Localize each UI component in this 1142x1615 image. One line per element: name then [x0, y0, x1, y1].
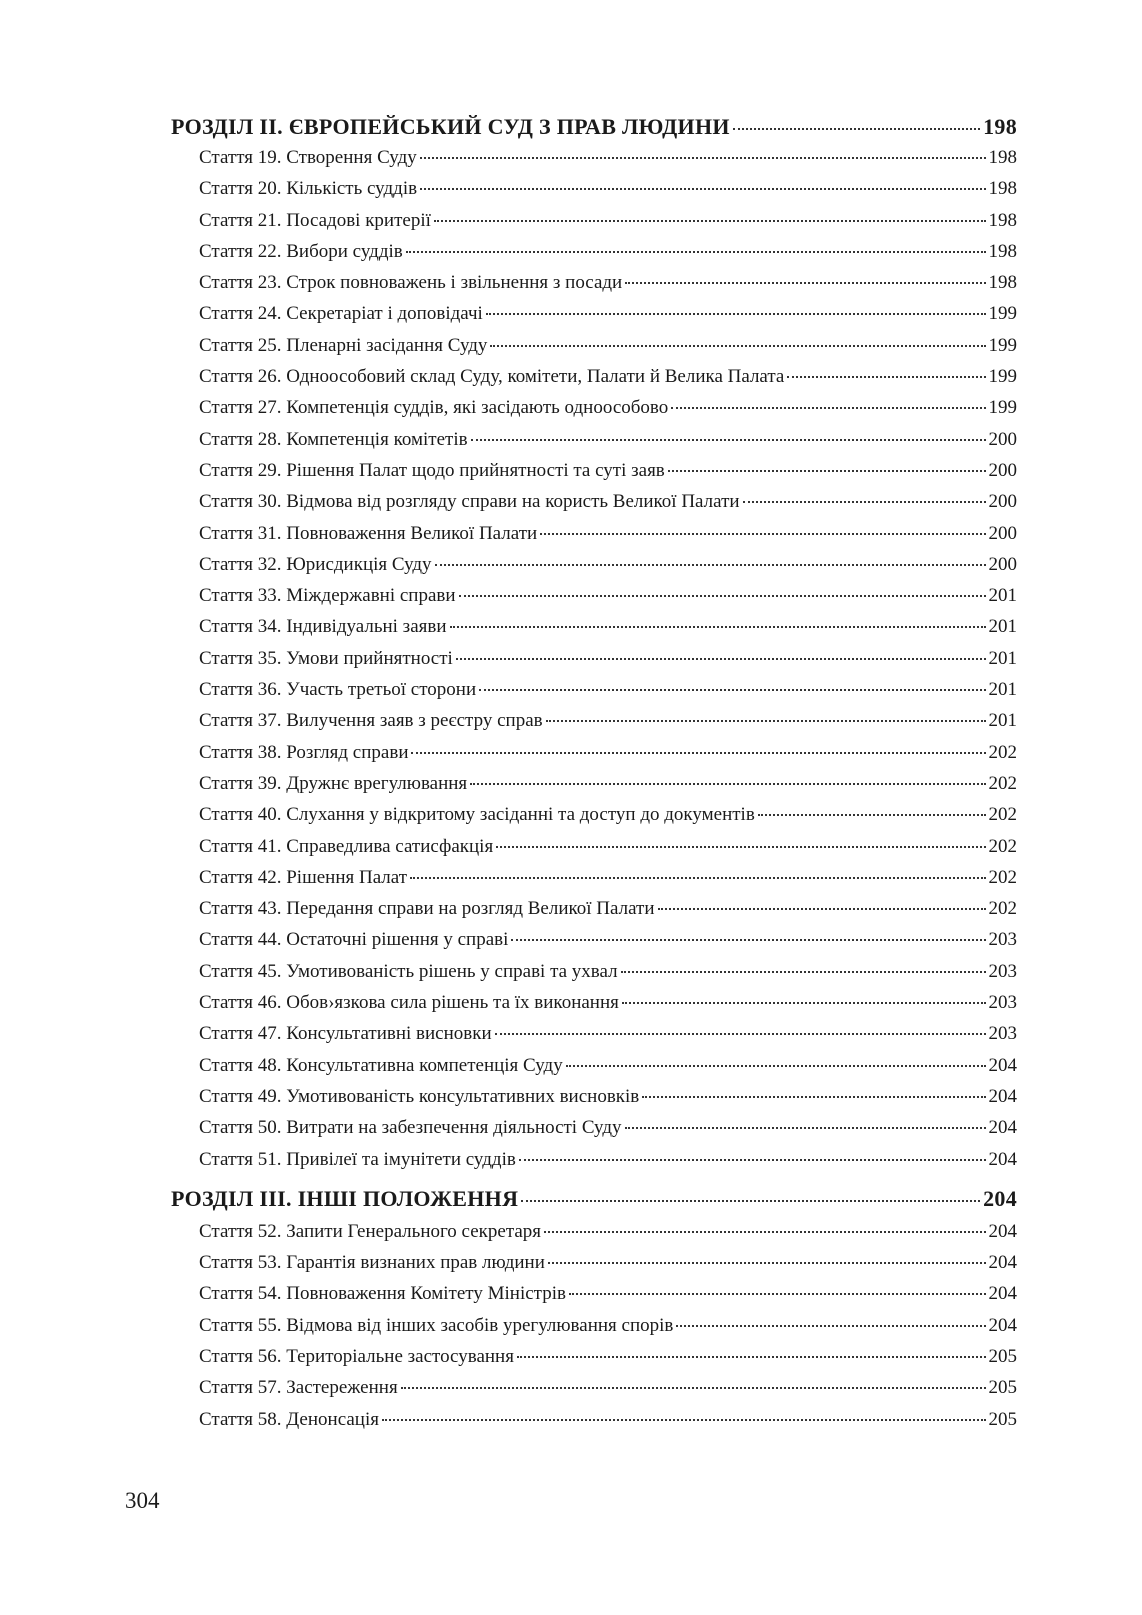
toc-article-entry[interactable]: [171, 460, 1017, 491]
dot-leader: [406, 251, 986, 253]
toc-article-entry[interactable]: [171, 491, 1017, 522]
article-title: Стаття 56. Територіальне застосування: [199, 1345, 514, 1367]
article-title: Стаття 19. Створення Суду: [199, 147, 417, 168]
article-title: Стаття 46. Обов›язкова сила рішень та їх виконання: [199, 992, 619, 1014]
dot-leader: [566, 1065, 986, 1067]
article-page: 204: [988, 1252, 1017, 1274]
article-title: Стаття 20. Кількість суддів: [199, 178, 418, 200]
article-page: 198: [988, 272, 1017, 294]
article-title: Стаття 57. Застереження: [199, 1377, 398, 1399]
article-page: 203: [988, 960, 1017, 982]
toc-article-entry[interactable]: [171, 1055, 1017, 1086]
article-page: 204: [988, 1283, 1017, 1305]
dot-leader: [496, 846, 985, 848]
dot-leader: [521, 1200, 980, 1202]
dot-leader: [434, 220, 986, 222]
dot-leader: [676, 1325, 985, 1327]
article-page: 201: [988, 679, 1017, 701]
toc-article-entry[interactable]: [171, 648, 1017, 679]
dot-leader: [486, 313, 986, 315]
toc-article-entry[interactable]: [171, 710, 1017, 741]
dot-leader: [622, 1002, 986, 1004]
toc-section-heading[interactable]: [171, 114, 1017, 147]
article-title: Стаття 28. Компетенція комітетів: [199, 428, 468, 450]
article-title: Стаття 47. Консультативні висновки: [199, 1023, 492, 1045]
page-number: 304: [125, 1488, 160, 1513]
article-title: Стаття 43. Передання справи на розгляд Великої Палати: [199, 898, 655, 920]
article-title: Стаття 50. Витрати на забезпечення діяльності Суду: [199, 1117, 622, 1139]
article-title: Стаття 37. Вилучення заяв з реєстру справ: [199, 710, 543, 732]
dot-leader: [671, 407, 985, 409]
article-title: Стаття 21. Посадові критерії: [199, 209, 431, 231]
toc-article-entry[interactable]: [171, 147, 1017, 178]
toc-article-entry[interactable]: [171, 554, 1017, 585]
toc-article-entry[interactable]: [171, 1086, 1017, 1117]
toc-article-entry[interactable]: [171, 335, 1017, 366]
dot-leader: [668, 470, 986, 472]
section-title: РОЗДІЛ ІІІ. ІНШІ ПОЛОЖЕННЯ: [171, 1185, 519, 1211]
toc-article-entry[interactable]: [171, 1409, 1017, 1440]
dot-leader: [625, 1127, 986, 1129]
article-title: Стаття 22. Вибори суддів: [199, 240, 403, 262]
dot-leader: [544, 1231, 985, 1233]
article-page: 200: [988, 491, 1017, 513]
toc-article-entry[interactable]: [171, 1346, 1017, 1377]
toc-article-entry[interactable]: [171, 429, 1017, 460]
toc-article-entry[interactable]: [171, 1149, 1017, 1180]
dot-leader: [471, 439, 986, 441]
article-page: 202: [988, 741, 1017, 763]
dot-leader: [733, 128, 980, 130]
article-page: 200: [988, 428, 1017, 450]
toc-article-entry[interactable]: [171, 178, 1017, 209]
article-page: 203: [988, 1023, 1017, 1045]
article-page: 198: [988, 240, 1017, 262]
dot-leader: [456, 658, 986, 660]
dot-leader: [420, 157, 986, 159]
toc-article-entry[interactable]: [171, 961, 1017, 992]
article-page: 204: [988, 1085, 1017, 1107]
article-title: Стаття 23. Строк повноважень і звільнення з посади: [199, 272, 623, 294]
article-title: Стаття 48. Консультативна компетенція Суду: [199, 1054, 563, 1076]
article-page: 202: [988, 804, 1017, 826]
article-title: Стаття 51. Привілеї та імунітети суддів: [199, 1148, 516, 1170]
dot-leader: [621, 971, 986, 973]
article-title: Стаття 55. Відмова від інших засобів урегулювання спорів: [199, 1314, 674, 1336]
article-page: 204: [988, 1220, 1017, 1242]
dot-leader: [569, 1293, 986, 1295]
toc-article-entry[interactable]: [171, 867, 1017, 898]
toc-article-entry[interactable]: [171, 1117, 1017, 1148]
article-page: 204: [988, 1314, 1017, 1336]
article-title: Стаття 33. Міждержавні справи: [199, 585, 456, 607]
article-page: 200: [988, 459, 1017, 481]
article-page: 202: [988, 898, 1017, 920]
toc-article-entry[interactable]: [171, 1377, 1017, 1408]
dot-leader: [519, 1159, 986, 1161]
table-of-contents: [171, 114, 1017, 1440]
article-title: Стаття 52. Запити Генерального секретаря: [199, 1220, 542, 1242]
article-title: Стаття 24. Секретаріат і доповідачі: [199, 303, 483, 325]
article-title: Стаття 54. Повноваження Комітету Міністрів: [199, 1283, 566, 1305]
toc-article-entry[interactable]: [171, 616, 1017, 647]
dot-leader: [411, 752, 985, 754]
article-page: 198: [988, 147, 1017, 168]
dot-leader: [548, 1262, 986, 1264]
article-page: 205: [988, 1345, 1017, 1367]
toc-article-entry[interactable]: [171, 1315, 1017, 1346]
article-title: Стаття 26. Одноособовий склад Суду, комітети, Палати й Велика Палата: [199, 366, 785, 388]
toc-article-entry[interactable]: [171, 210, 1017, 241]
article-title: Стаття 38. Розгляд справи: [199, 741, 409, 763]
article-page: 202: [988, 835, 1017, 857]
toc-article-entry[interactable]: [171, 836, 1017, 867]
toc-article-entry[interactable]: [171, 523, 1017, 554]
toc-article-entry[interactable]: [171, 1221, 1017, 1252]
article-page: 199: [988, 366, 1017, 388]
article-title: Стаття 44. Остаточні рішення у справі: [199, 929, 509, 951]
article-page: 198: [988, 209, 1017, 231]
dot-leader: [450, 626, 986, 628]
article-title: Стаття 45. Умотивованість рішень у справі та ухвал: [199, 960, 618, 982]
dot-leader: [658, 908, 986, 910]
article-title: Стаття 41. Справедлива сатисфакція: [199, 835, 494, 857]
dot-leader: [435, 564, 986, 566]
dot-leader: [410, 877, 985, 879]
article-page: 201: [988, 647, 1017, 669]
dot-leader: [459, 595, 986, 597]
article-page: 205: [988, 1377, 1017, 1399]
dot-leader: [479, 689, 985, 691]
article-title: Стаття 53. Гарантія визнаних прав людини: [199, 1252, 545, 1274]
article-page: 198: [988, 178, 1017, 200]
toc-article-entry[interactable]: [171, 366, 1017, 397]
article-title: Стаття 29. Рішення Палат щодо прийнятності та суті заяв: [199, 459, 665, 481]
dot-leader: [495, 1033, 986, 1035]
article-title: Стаття 39. Дружнє врегулювання: [199, 772, 468, 794]
dot-leader: [401, 1387, 986, 1389]
toc-article-entry[interactable]: [171, 929, 1017, 960]
toc-article-entry[interactable]: [171, 1023, 1017, 1054]
toc-article-entry[interactable]: [171, 241, 1017, 272]
article-title: Стаття 34. Індивідуальні заяви: [199, 616, 447, 638]
dot-leader: [517, 1356, 986, 1358]
toc-article-entry[interactable]: [171, 773, 1017, 804]
article-title: Стаття 42. Рішення Палат: [199, 866, 408, 888]
article-title: Стаття 58. Денонсація: [199, 1408, 379, 1430]
article-title: Стаття 25. Пленарні засідання Суду: [199, 334, 488, 356]
article-page: 200: [988, 522, 1017, 544]
toc-article-entry[interactable]: [171, 992, 1017, 1023]
article-title: Стаття 31. Повноваження Великої Палати: [199, 522, 538, 544]
article-page: 202: [988, 772, 1017, 794]
toc-article-entry[interactable]: [171, 898, 1017, 929]
dot-leader: [382, 1419, 986, 1421]
dot-leader: [787, 376, 985, 378]
article-page: 204: [988, 1148, 1017, 1170]
article-title: Стаття 30. Відмова від розгляду справи на користь Великої Палати: [199, 491, 740, 513]
dot-leader: [490, 345, 985, 347]
dot-leader: [540, 533, 985, 535]
dot-leader: [470, 783, 985, 785]
article-page: 199: [988, 397, 1017, 419]
toc-article-entry[interactable]: [171, 585, 1017, 616]
toc-article-entry[interactable]: [171, 742, 1017, 773]
article-page: 203: [988, 992, 1017, 1014]
toc-article-entry[interactable]: [171, 303, 1017, 334]
dot-leader: [546, 720, 986, 722]
article-page: 201: [988, 585, 1017, 607]
article-page: 204: [988, 1117, 1017, 1139]
section-page: 198: [983, 114, 1017, 139]
toc-article-entry[interactable]: [171, 1252, 1017, 1283]
dot-leader: [511, 939, 985, 941]
article-page: 199: [988, 334, 1017, 356]
article-title: Стаття 49. Умотивованість консультативних висновків: [199, 1085, 640, 1107]
toc-article-entry[interactable]: [171, 804, 1017, 835]
article-title: Стаття 35. Умови прийнятності: [199, 647, 453, 669]
article-page: 204: [988, 1054, 1017, 1076]
section-page: 204: [983, 1185, 1017, 1211]
toc-article-entry[interactable]: [171, 272, 1017, 303]
dot-leader: [642, 1096, 985, 1098]
article-page: 201: [988, 710, 1017, 732]
article-page: 201: [988, 616, 1017, 638]
article-title: Стаття 36. Участь третьої сторони: [199, 679, 477, 701]
article-page: 205: [988, 1408, 1017, 1430]
article-title: Стаття 32. Юрисдикція Суду: [199, 553, 432, 575]
toc-section-heading[interactable]: [171, 1186, 1017, 1219]
article-page: 200: [988, 553, 1017, 575]
dot-leader: [758, 814, 986, 816]
article-page: 203: [988, 929, 1017, 951]
article-page: 199: [988, 303, 1017, 325]
section-title: РОЗДІЛ ІІ. ЄВРОПЕЙСЬКИЙ СУД З ПРАВ ЛЮДИНИ: [171, 114, 730, 139]
article-page: 202: [988, 866, 1017, 888]
article-title: Стаття 27. Компетенція суддів, які засідають одноособово: [199, 397, 669, 419]
dot-leader: [420, 188, 985, 190]
toc-article-entry[interactable]: [171, 1283, 1017, 1314]
dot-leader: [743, 501, 986, 503]
toc-article-entry[interactable]: [171, 397, 1017, 428]
article-title: Стаття 40. Слухання у відкритому засіданні та доступ до документів: [199, 804, 755, 826]
dot-leader: [625, 282, 985, 284]
toc-article-entry[interactable]: [171, 679, 1017, 710]
